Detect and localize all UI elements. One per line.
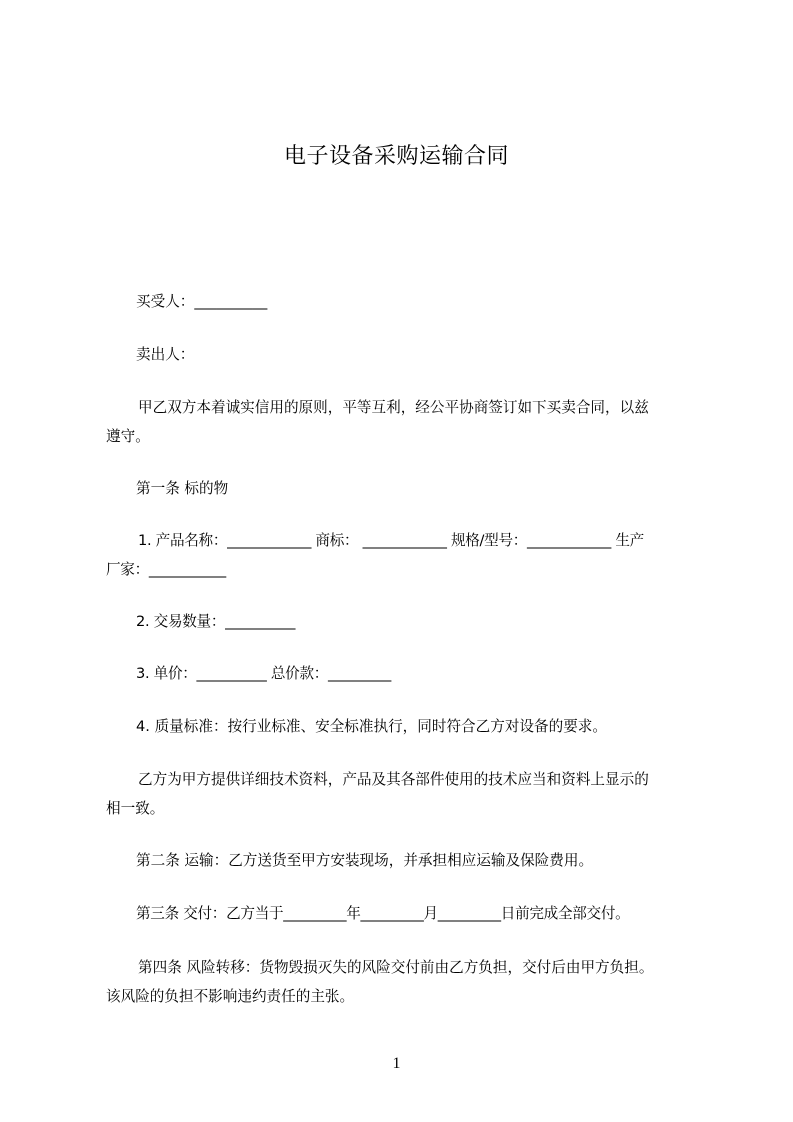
item-2-text: 2. 交易数量：__________ [136,613,296,630]
article-3-text: 第三条 交付：乙方当于_________年_________月_________日前完成全部交付。 [136,905,630,922]
contract-title: 电子设备采购运输合同 [283,144,509,169]
item-3-line [106,659,706,688]
article-3-line [106,899,706,928]
technical-line-2: 相一致。 [106,800,165,817]
seller-line [106,340,706,369]
page-number: 1 [392,1055,401,1072]
item-1-paragraph [106,526,706,584]
item-4-text: 4. 质量标准：按行业标准、安全标准执行，同时符合乙方对设备的要求。 [136,718,607,735]
technical-line-1: 乙方为甲方提供详细技术资料，产品及其各部件使用的技术应当和资料上显示的 [138,771,649,788]
article-1-heading-text: 第一条 标的物 [136,480,229,497]
item-1-line-1: 1. 产品名称：____________ 商标： ____________ 规格/型号：____________ 生产 [138,532,644,549]
preamble-paragraph [106,393,706,451]
article-1-heading [106,474,706,503]
preamble-line-1: 甲乙双方本着诚实信用的原则，平等互利，经公平协商签订如下买卖合同，以兹 [138,399,649,416]
item-1-line-2: 厂家：___________ [106,561,226,578]
item-2-line [106,607,706,636]
seller-text: 卖出人： [136,346,195,363]
article-4-line-1: 第四条 风险转移：货物毁损灭失的风险交付前由乙方负担，交付后由甲方负担。 [138,959,654,976]
preamble-line-2: 遵守。 [106,428,150,445]
item-4-line [106,712,706,741]
technical-paragraph [106,765,706,823]
article-4-line-2: 该风险的负担不影响违约责任的主张。 [106,988,355,1005]
article-2-line [106,846,706,875]
article-4-paragraph [106,953,706,1011]
buyer-line [106,287,706,316]
article-2-text: 第二条 运输：乙方送货至甲方安装现场，并承担相应运输及保险费用。 [136,852,594,869]
buyer-text: 买受人：__________ [136,293,268,310]
item-3-text: 3. 单价：__________ 总价款：_________ [136,665,391,682]
